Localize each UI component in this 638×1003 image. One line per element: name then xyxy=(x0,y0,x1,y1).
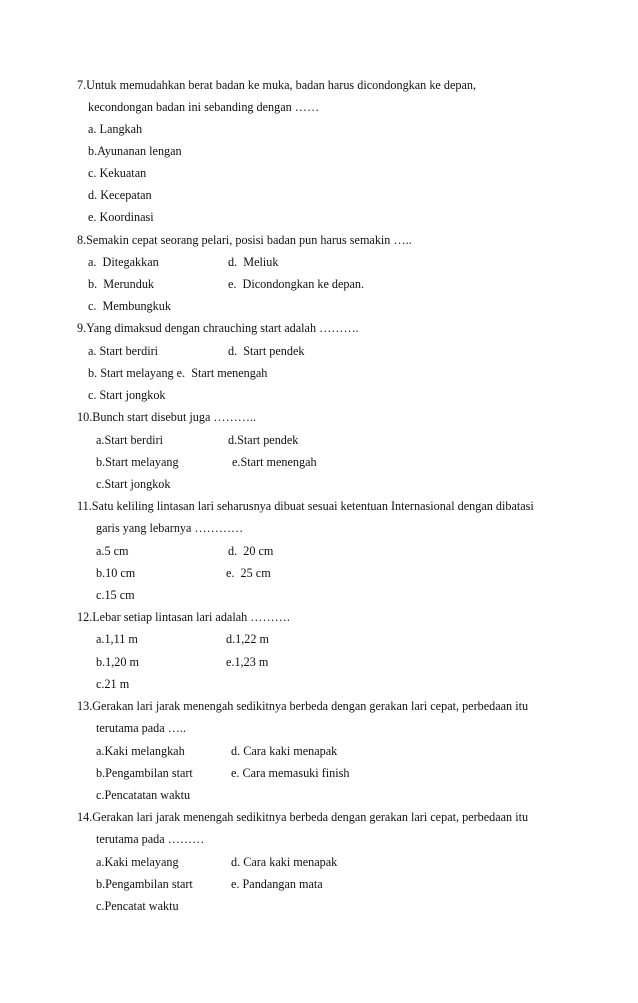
question-7-option-c: c. Kekuatan xyxy=(88,166,147,180)
question-7-text-continued: kecondongan badan ini sebanding dengan …… xyxy=(88,100,320,114)
question-12-text: 12.Lebar setiap lintasan lari adalah ………. xyxy=(77,610,290,624)
question-12-option-b: b.1,20 m xyxy=(96,655,139,669)
question-10-option-e: e.Start menengah xyxy=(232,455,317,469)
question-9-option-d: d. Start pendek xyxy=(228,344,305,358)
question-14-option-b: b.Pengambilan start xyxy=(96,877,193,891)
question-10-option-a: a.Start berdiri xyxy=(96,433,164,447)
question-11-option-d: d. 20 cm xyxy=(228,544,274,558)
question-12-option-c: c.21 m xyxy=(96,677,130,691)
question-8-option-a: a. Ditegakkan xyxy=(88,255,159,269)
question-8-option-c: c. Membungkuk xyxy=(88,299,171,313)
question-13-option-a: a.Kaki melangkah xyxy=(96,744,185,758)
question-8-text: 8.Semakin cepat seorang pelari, posisi badan pun harus semakin ….. xyxy=(77,233,412,247)
question-9-text: 9.Yang dimaksud dengan chrauching start adalah ………. xyxy=(77,321,359,335)
question-7-option-a: a. Langkah xyxy=(88,122,143,136)
question-10-text: 10.Bunch start disebut juga ……….. xyxy=(77,410,257,424)
question-11-option-e: e. 25 cm xyxy=(226,566,271,580)
question-10-option-d: d.Start pendek xyxy=(228,433,299,447)
question-14-option-d: d. Cara kaki menapak xyxy=(231,855,338,869)
question-14-option-a: a.Kaki melayang xyxy=(96,855,179,869)
question-8-option-e: e. Dicondongkan ke depan. xyxy=(228,277,365,291)
question-11-option-b: b.10 cm xyxy=(96,566,136,580)
question-14-text-continued: terutama pada ……… xyxy=(96,832,205,846)
question-13-text-continued: terutama pada ….. xyxy=(96,721,187,735)
question-13-option-d: d. Cara kaki menapak xyxy=(231,744,338,758)
question-9-option-c: c. Start jongkok xyxy=(88,388,166,402)
question-14-option-c: c.Pencatat waktu xyxy=(96,899,179,913)
question-7-text: 7.Untuk memudahkan berat badan ke muka, badan harus dicondongkan ke depan, xyxy=(77,78,477,92)
question-13-option-c: c.Pencatatan waktu xyxy=(96,788,191,802)
question-8-option-d: d. Meliuk xyxy=(228,255,279,269)
question-11-text-continued: garis yang lebarnya ………… xyxy=(96,521,244,535)
question-7-option-d: d. Kecepatan xyxy=(88,188,152,202)
question-9-option-a: a. Start berdiri xyxy=(88,344,159,358)
question-11-option-c: c.15 cm xyxy=(96,588,135,602)
question-12-option-a: a.1,11 m xyxy=(96,632,138,646)
question-10-option-c: c.Start jongkok xyxy=(96,477,171,491)
question-7-option-e: e. Koordinasi xyxy=(88,210,154,224)
question-12-option-e: e.1,23 m xyxy=(226,655,269,669)
question-10-option-b: b.Start melayang xyxy=(96,455,179,469)
question-13-text: 13.Gerakan lari jarak menengah sedikitnya berbeda dengan gerakan lari cepat, perbedaan itu xyxy=(77,699,529,713)
question-13-option-e: e. Cara memasuki finish xyxy=(231,766,350,780)
question-7-option-b: b.Ayunanan lengan xyxy=(88,144,182,158)
question-11-option-a: a.5 cm xyxy=(96,544,129,558)
question-14-text: 14.Gerakan lari jarak menengah sedikitnya berbeda dengan gerakan lari cepat, perbedaan itu xyxy=(77,810,529,824)
question-11-text: 11.Satu keliling lintasan lari seharusnya dibuat sesuai ketentuan Internasional dengan dibatasi xyxy=(77,499,534,513)
question-14-option-e: e. Pandangan mata xyxy=(231,877,323,891)
question-8-option-b: b. Merunduk xyxy=(88,277,155,291)
question-13-option-b: b.Pengambilan start xyxy=(96,766,193,780)
question-9-option-b-e: b. Start melayang e. Start menengah xyxy=(88,366,268,380)
question-12-option-d: d.1,22 m xyxy=(226,632,269,646)
